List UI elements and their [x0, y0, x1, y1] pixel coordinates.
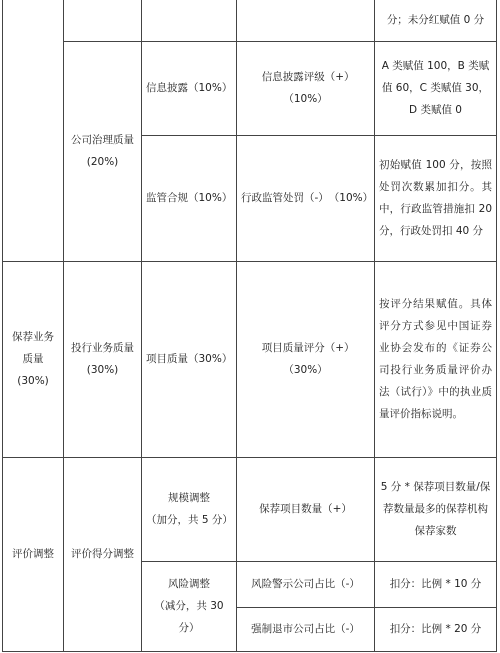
indicator-cell: 风险警示公司占比（-）	[237, 561, 375, 607]
desc-cell: A 类赋值 100，B 类赋值 60，C 类赋值 30，D 类赋值 0	[375, 41, 497, 135]
category-cell: 评价得分调整	[64, 457, 142, 651]
evaluation-table	[2, 0, 497, 652]
scale-title: 规模调整	[168, 492, 210, 504]
sub-cell: 监管合规（10%）	[142, 135, 237, 261]
category-weight: (30%)	[86, 364, 119, 376]
risk-note: （减分，共 30 分）	[154, 600, 224, 634]
desc-cell: 扣分：比例 * 20 分	[375, 607, 497, 651]
desc-cell: 扣分：比例 * 10 分	[375, 561, 497, 607]
category-cell-empty	[64, 0, 142, 41]
area-cell-empty	[3, 0, 64, 261]
area-label-line2: 质量	[22, 353, 44, 365]
indicator-cell: 保荐项目数量（+）	[237, 457, 375, 561]
category-label: 投行业务质量	[71, 342, 134, 354]
area-label-line1: 保荐业务	[12, 331, 54, 343]
sub-cell	[142, 457, 237, 561]
area-weight: (30%)	[17, 375, 49, 387]
category-cell	[64, 41, 142, 261]
desc-cell: 按评分结果赋值。具体评分方式参见中国证券业协会发布的《证券公司投行业务质量评价办法（试行）》中的执业质量评价指标说明。	[375, 261, 497, 457]
sub-cell: 项目质量（30%）	[142, 261, 237, 457]
category-label: 公司治理质量	[71, 134, 134, 146]
area-cell: 评价调整	[3, 457, 64, 651]
desc-cell: 初始赋值 100 分，按照处罚次数累加扣分。其中，行政监管措施扣 20 分，行政处罚扣 40 分	[375, 135, 497, 261]
sub-cell: 信息披露（10%）	[142, 41, 237, 135]
category-weight: (20%)	[86, 156, 119, 168]
table-row	[3, 0, 497, 41]
indicator-cell: 强制退市公司占比（-）	[237, 607, 375, 651]
table-row	[3, 41, 497, 135]
scale-note: （加分，共 5 分）	[146, 514, 233, 526]
area-cell	[3, 261, 64, 457]
table-row	[3, 457, 497, 561]
desc-cell: 5 分 * 保荐项目数量/保荐数量最多的保荐机构保荐家数	[375, 457, 497, 561]
table-row	[3, 261, 497, 457]
sub-cell-empty	[142, 0, 237, 41]
indicator-cell: 信息披露评级（+） （10%）	[237, 41, 375, 135]
category-cell	[64, 261, 142, 457]
risk-title: 风险调整	[168, 578, 210, 590]
desc-cell: 分；未分红赋值 0 分	[375, 0, 497, 41]
indicator-cell-empty	[237, 0, 375, 41]
indicator-cell: 行政监管处罚（-） （10%）	[237, 135, 375, 261]
sub-cell	[142, 561, 237, 651]
indicator-cell: 项目质量评分（+） （30%）	[237, 261, 375, 457]
